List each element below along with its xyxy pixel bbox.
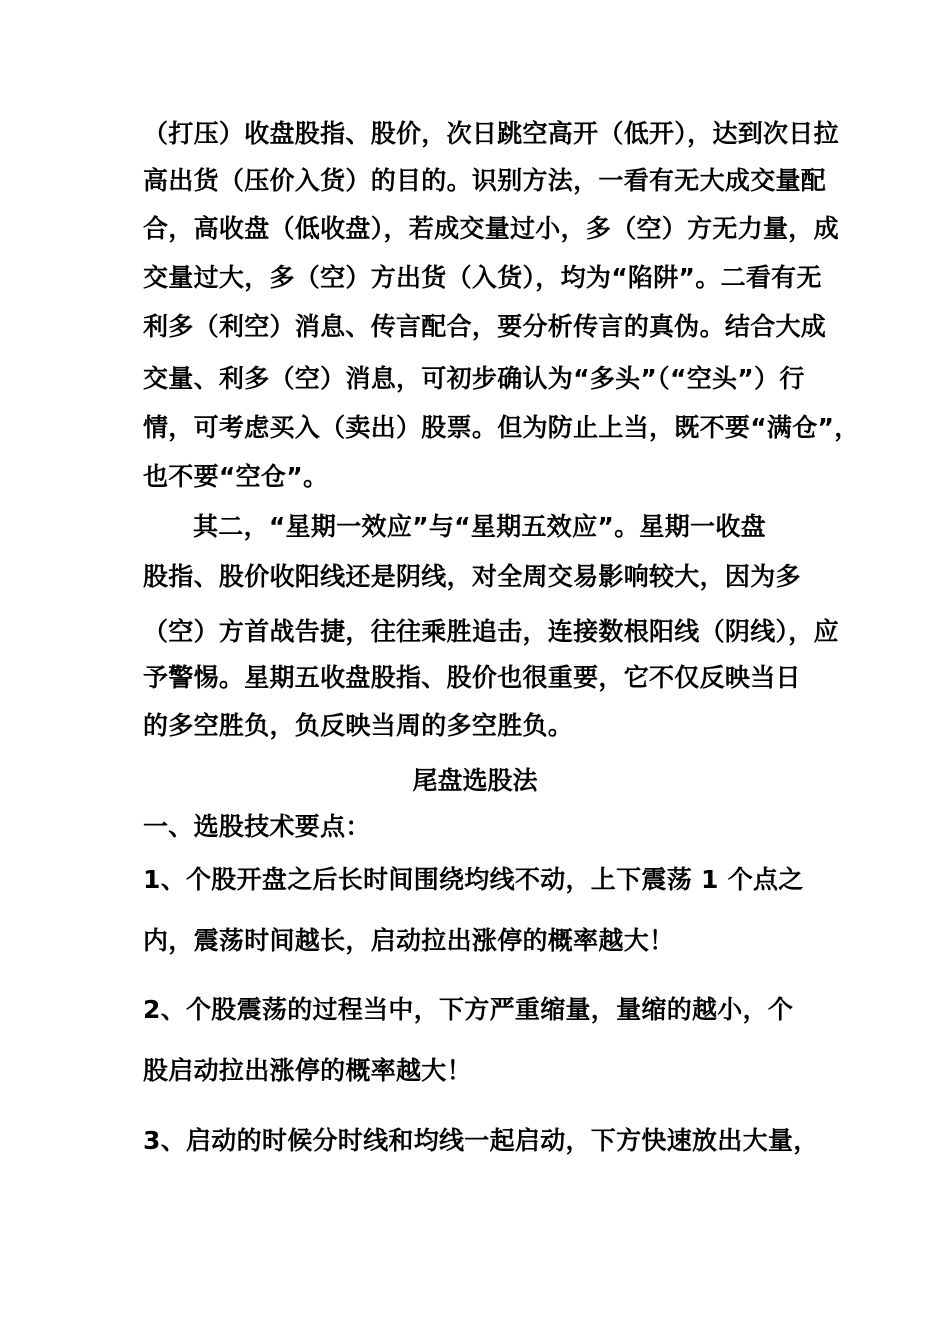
- point-line: 内，震荡时间越长，启动拉出涨停的概率越大！: [143, 926, 675, 955]
- point-line: 2、个股震荡的过程当中，下方严重缩量，量缩的越小，个: [143, 995, 794, 1024]
- point-line: 1、个股开盘之后长时间围绕均线不动，上下震荡 1 个点之: [143, 865, 804, 894]
- point-line: 3、启动的时候分时线和均线一起启动，下方快速放出大量，: [143, 1126, 819, 1155]
- paragraph-line: 其二，“星期一效应”与“星期五效应”。星期一收盘: [193, 512, 766, 541]
- paragraph-line: 的多空胜负，负反映当周的多空胜负。: [143, 711, 574, 740]
- paragraph-line: 也不要“空仓”。: [143, 462, 329, 491]
- paragraph-line: （打压）收盘股指、股价，次日跳空高开（低开），达到次日拉: [143, 119, 839, 148]
- paragraph-line: 交量过大，多（空）方出货（入货），均为“陷阱”。二看有无: [143, 263, 822, 292]
- paragraph-line: 情，可考虑买入（卖出）股票。但为防止上当，既不要“满仓”，: [143, 413, 860, 442]
- paragraph-line: 高出货（压价入货）的目的。识别方法，一看有无大成交量配: [143, 166, 827, 195]
- paragraph-line: 予警惕。星期五收盘股指、股价也很重要，它不仅反映当日: [143, 663, 801, 692]
- paragraph-line: （空）方首战告捷，往往乘胜追击，连接数根阳线（阴线），应: [143, 617, 839, 646]
- point-line: 股启动拉出涨停的概率越大！: [143, 1056, 472, 1085]
- section-title: 尾盘选股法: [412, 766, 538, 795]
- paragraph-line: 合，高收盘（低收盘），若成交量过小，多（空）方无力量，成: [143, 214, 839, 243]
- paragraph-line: 股指、股价收阳线还是阴线，对全周交易影响较大，因为多: [143, 562, 801, 591]
- paragraph-line: 交量、利多（空）消息，可初步确认为“多头”（“空头”）行: [143, 364, 805, 393]
- paragraph-line: 利多（利空）消息、传言配合，要分析传言的真伪。结合大成: [143, 312, 827, 341]
- section-heading: 一、选股技术要点：: [143, 812, 371, 841]
